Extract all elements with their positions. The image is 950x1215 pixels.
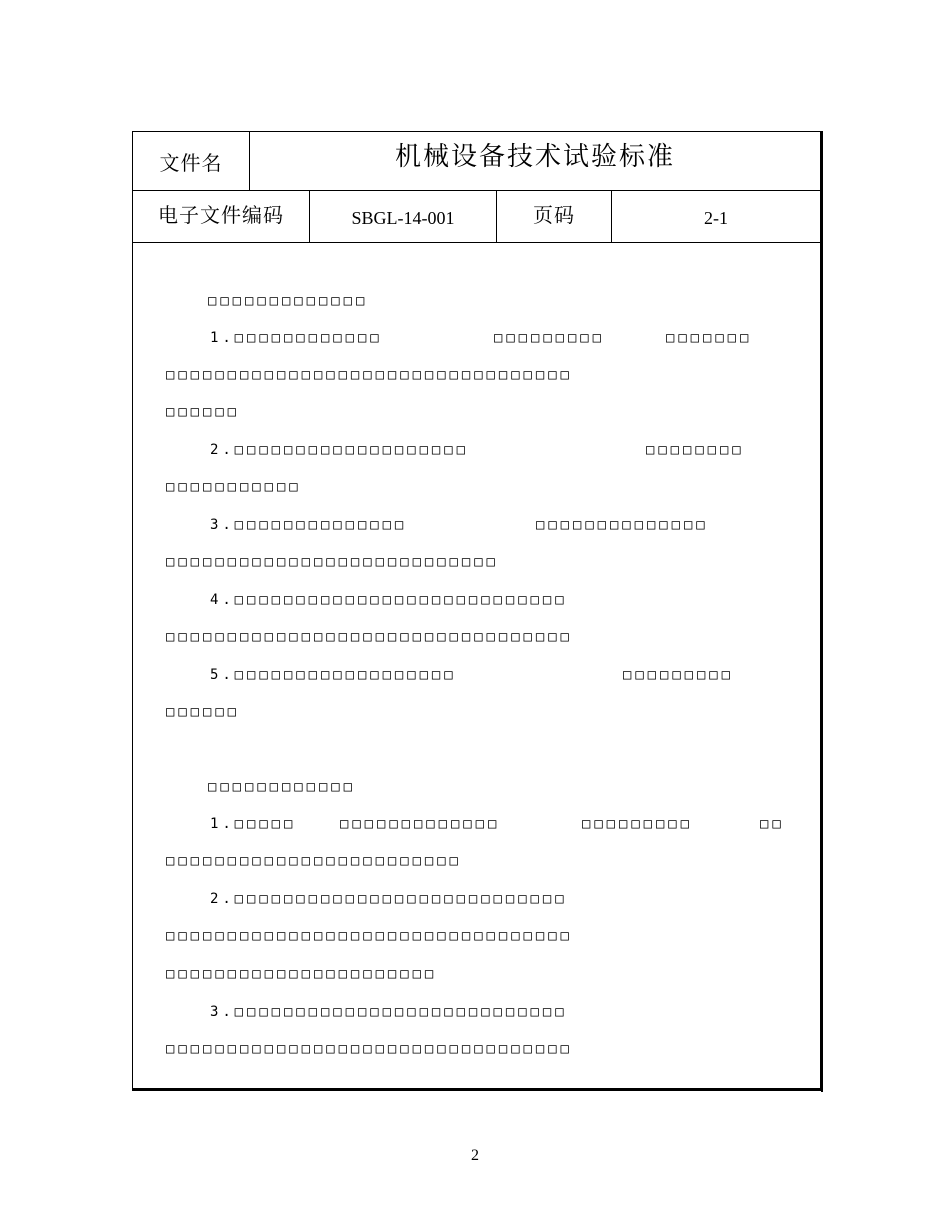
body-text-segment: 1.□□□□□ [210, 816, 297, 832]
header-row-code [133, 191, 820, 243]
body-text-segment: □□□□□□□□□□□□□ [208, 293, 369, 309]
body-text-segment: □□□□□□□□□□□□□□□□□□□□□□□□□□□□□□□□□ [166, 1041, 573, 1057]
body-text-segment: □□□□□□□ [666, 330, 753, 346]
body-line [133, 328, 820, 348]
file-name-label: 文件名 [159, 150, 223, 175]
body-text-segment: □□□□□□□□□ [582, 816, 693, 832]
page-value: 2-1 [704, 208, 728, 228]
body-line [133, 552, 820, 572]
body-text-segment: □□□□□□ [166, 404, 240, 420]
body-line [133, 964, 820, 984]
body-text-segment: 4.□□□□□□□□□□□□□□□□□□□□□□□□□□□ [210, 592, 568, 608]
title-cell [250, 132, 820, 190]
body-line [133, 814, 820, 834]
body-text-segment: □□□□□□□□□□□□□□□□□□□□□□ [166, 966, 438, 982]
body-line [133, 365, 820, 385]
body-text-segment: □□□□□□□□□□□□□□□□□□□□□□□□□□□ [166, 554, 499, 570]
body-text-segment: □□□□□□ [166, 704, 240, 720]
file-name-label-cell [133, 132, 250, 190]
body-line [133, 777, 820, 797]
body-line [133, 740, 820, 760]
document-title: 机械设备技术试验标准 [394, 141, 675, 172]
body-text-segment: □□□□□□□□□ [623, 667, 734, 683]
body-text-segment: □□□□□□□□□□□□□ [340, 816, 501, 832]
body-text-segment: 2.□□□□□□□□□□□□□□□□□□□ [210, 442, 469, 458]
code-value: SBGL-14-001 [351, 208, 455, 228]
body-line [133, 402, 820, 422]
body-text-segment: 5.□□□□□□□□□□□□□□□□□□ [210, 667, 457, 683]
page-number: 2 [471, 1147, 479, 1164]
body-line [133, 889, 820, 909]
header-row-title [133, 132, 820, 191]
body-line [133, 440, 820, 460]
body-text-segment: □□□□□□□□□□□□□□□□□□□□□□□□□□□□□□□□□ [166, 928, 573, 944]
body-line [133, 926, 820, 946]
body-line [133, 515, 820, 535]
code-label-cell [133, 191, 310, 242]
code-label: 电子文件编码 [158, 203, 284, 227]
body-text-segment: □□□□□□□□□ [494, 330, 605, 346]
page-label-cell [497, 191, 612, 242]
body-text-segment: □□□□□□□□□□□ [166, 479, 302, 495]
frame-shadow-right [821, 131, 823, 1092]
body-text-segment: □□□□□□□□ [646, 442, 745, 458]
frame-shadow-bottom [132, 1089, 823, 1091]
body-text-segment: 1.□□□□□□□□□□□□ [210, 330, 383, 346]
document-body [133, 243, 820, 1088]
body-line [133, 291, 820, 311]
body-text-segment: □□ [760, 816, 785, 832]
body-line [133, 590, 820, 610]
body-text-segment: □□□□□□□□□□□□□□□□□□□□□□□□□□□□□□□□□ [166, 629, 573, 645]
body-text-segment: 2.□□□□□□□□□□□□□□□□□□□□□□□□□□□ [210, 891, 568, 907]
document-frame [132, 131, 821, 1089]
body-text-segment: □□□□□□□□□□□□□□□□□□□□□□□□ [166, 853, 462, 869]
code-value-cell [310, 191, 497, 242]
body-text-segment: □□□□□□□□□□□□□□ [536, 517, 709, 533]
body-line [133, 477, 820, 497]
body-text-segment: □□□□□□□□□□□□□□□□□□□□□□□□□□□□□□□□□ [166, 367, 573, 383]
page-value-cell [612, 191, 820, 242]
body-line [133, 1002, 820, 1022]
body-line [133, 1039, 820, 1059]
body-text-segment: □□□□□□□□□□□□ [208, 779, 356, 795]
body-line [133, 702, 820, 722]
body-line [133, 851, 820, 871]
body-line [133, 665, 820, 685]
body-line [133, 627, 820, 647]
body-text-segment: 3.□□□□□□□□□□□□□□□□□□□□□□□□□□□ [210, 1004, 568, 1020]
page-label: 页码 [533, 203, 575, 227]
body-text-segment: 3.□□□□□□□□□□□□□□ [210, 517, 408, 533]
